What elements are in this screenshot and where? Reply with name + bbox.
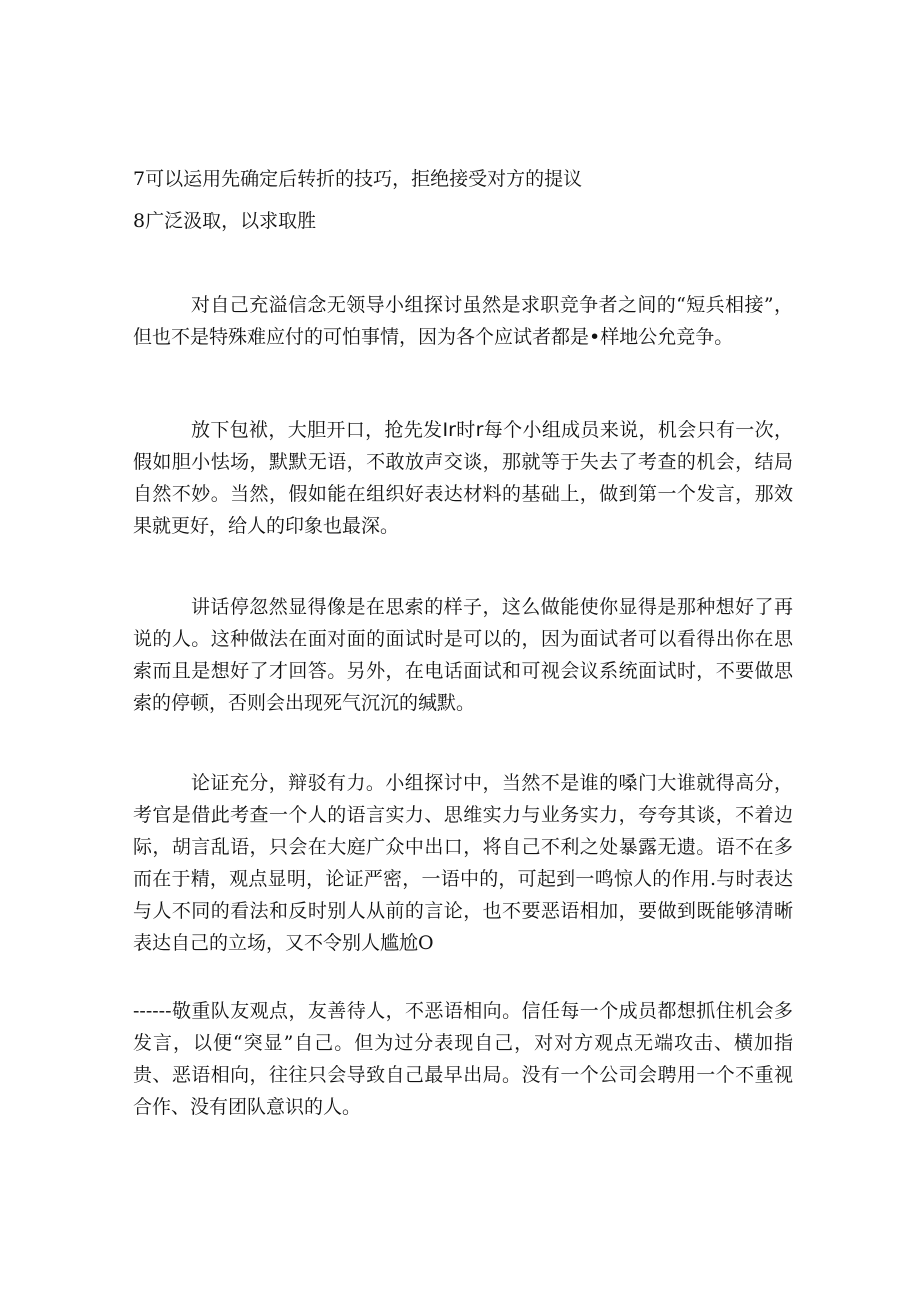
item-7-emphasis: 确定后转折的技巧，拒绝接受对方的提议 [240,168,583,190]
item-8: 8广泛汲取，以求取胜 [133,210,317,232]
paragraph-pause-heading: 讲话停忽然显得像是在思索的样子，这么做能使你显得是那种想好了再说的人。 [133,596,793,650]
paragraph-speak-first [133,414,793,542]
paragraph-argue-end: 用.与时表达与人不同的看法和反时别人从前的言论，也不要恶语相加，要做到既能够清晰表达自己的立场，又不令别人尴尬O [133,868,793,954]
paragraph-confidence-heading: 对自己充溢信念 [191,294,327,316]
paragraph-argue-middle: ，夸夸其谈，不着边际，胡言乱语，只会在大庭广众中出口，将自己不利之处暴露无遗。 [133,804,793,858]
paragraph-argue-abilities: 实力、思维实力与业务实力 [385,804,619,826]
paragraph-speak-first-heading: 放下包袱，大胆开口，抢先发Ir时r [191,419,484,441]
paragraph-argue-intro: 论证充分，辩驳有力。小组探讨中，当然不是谁的嗓门大谁就得高分，考官是借此考查一个人的语言 [133,772,793,826]
paragraph-confidence [133,289,793,353]
item-7-prefix: 7可以运用先 [133,168,241,190]
paragraph-respect: ------敬重队友观点，友善待人，不恶语相向。信任每一个成员都想抓住机会多发言，以便“突显”自己。但为过分表现自己，对对方观点无端攻击、横加指贵、恶语相向，往往只会导致自己最早出局。没有一个公司会聘用一个不重视合作、没有团队意识的人。 [133,1000,793,1118]
paragraph-speak-first-body: 每个小组成员来说，机会只有一次，假如胆小怯场，默默无语，不敢放声交谈，那就等于失去了考查的机会，结局自然不妙。当然，假如能在组织好表达材料的基础上，做到第一个发言，那效果就更好，给人的印象也最深。 [133,419,793,537]
paragraph-pause-body: 这种做法在面对面的面试时是可以的，因为面试者可以看得出你在思索而且是想好了才回答。另外，在电话面试和可视会议系统面试时，不要做思索的停顿，否则会出现死气沉沉的缄默。 [133,628,793,714]
paragraph-argue [133,767,793,959]
paragraph-argue-emphasis: 语不在多而在于精，观点显明，论证严密，一语中的，可起到一鸣惊人的作 [133,836,793,890]
item-7 [133,166,582,192]
paragraph-pause [133,591,793,719]
paragraph-confidence-body: 无领导小组探讨虽然是求职竞争者之间的“短兵相接”，但也不是特殊难应付的可怕事情，因为各个应试者都是•样地公允竞争。 [133,294,793,348]
